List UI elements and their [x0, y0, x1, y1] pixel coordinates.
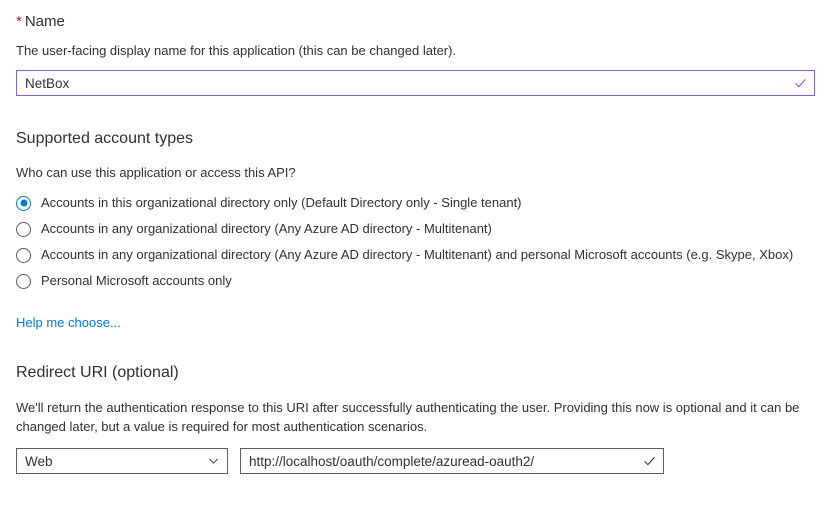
- radio-icon: [16, 222, 31, 237]
- radio-label: Personal Microsoft accounts only: [41, 273, 232, 288]
- supported-account-types-question: Who can use this application or access this API?: [16, 165, 296, 180]
- name-label-text: Name: [24, 13, 65, 30]
- name-input[interactable]: [17, 71, 814, 95]
- redirect-uri-heading: Redirect URI (optional): [16, 364, 179, 381]
- radio-icon: [16, 196, 31, 211]
- radio-icon: [16, 248, 31, 263]
- radio-multitenant-personal[interactable]: [16, 242, 815, 268]
- name-input-wrapper[interactable]: [16, 70, 815, 96]
- redirect-uri-input[interactable]: [241, 449, 663, 473]
- radio-multitenant[interactable]: [16, 216, 815, 242]
- required-asterisk: *: [16, 13, 22, 30]
- radio-icon: [16, 274, 31, 289]
- chevron-down-icon: [208, 456, 219, 467]
- radio-label: Accounts in any organizational directory (Any Azure AD directory - Multitenant) and personal Microsoft accounts (e.g. Skype, Xbox): [41, 247, 794, 262]
- platform-select[interactable]: [16, 448, 228, 474]
- help-me-choose-link[interactable]: Help me choose...: [16, 315, 121, 330]
- radio-single-tenant[interactable]: [16, 190, 815, 216]
- redirect-uri-row: [16, 448, 815, 474]
- supported-account-types-heading: Supported account types: [16, 130, 194, 147]
- redirect-uri-input-wrapper[interactable]: [240, 448, 664, 474]
- radio-label: Accounts in this organizational directory only (Default Directory only - Single tenant): [41, 195, 522, 210]
- radio-personal-only[interactable]: [16, 268, 815, 294]
- platform-select-value: Web: [25, 453, 53, 469]
- name-field-label: [16, 12, 815, 32]
- radio-label: Accounts in any organizational directory (Any Azure AD directory - Multitenant): [41, 221, 492, 236]
- redirect-uri-description: We'll return the authentication response to this URI after successfully authenticating the user. Providing this now is optional and it can be changed later, but a value is required for most authentication scenarios.: [16, 400, 800, 434]
- name-helper-text: The user-facing display name for this application (this can be changed later).: [16, 43, 457, 58]
- account-types-radio-group: [16, 190, 815, 294]
